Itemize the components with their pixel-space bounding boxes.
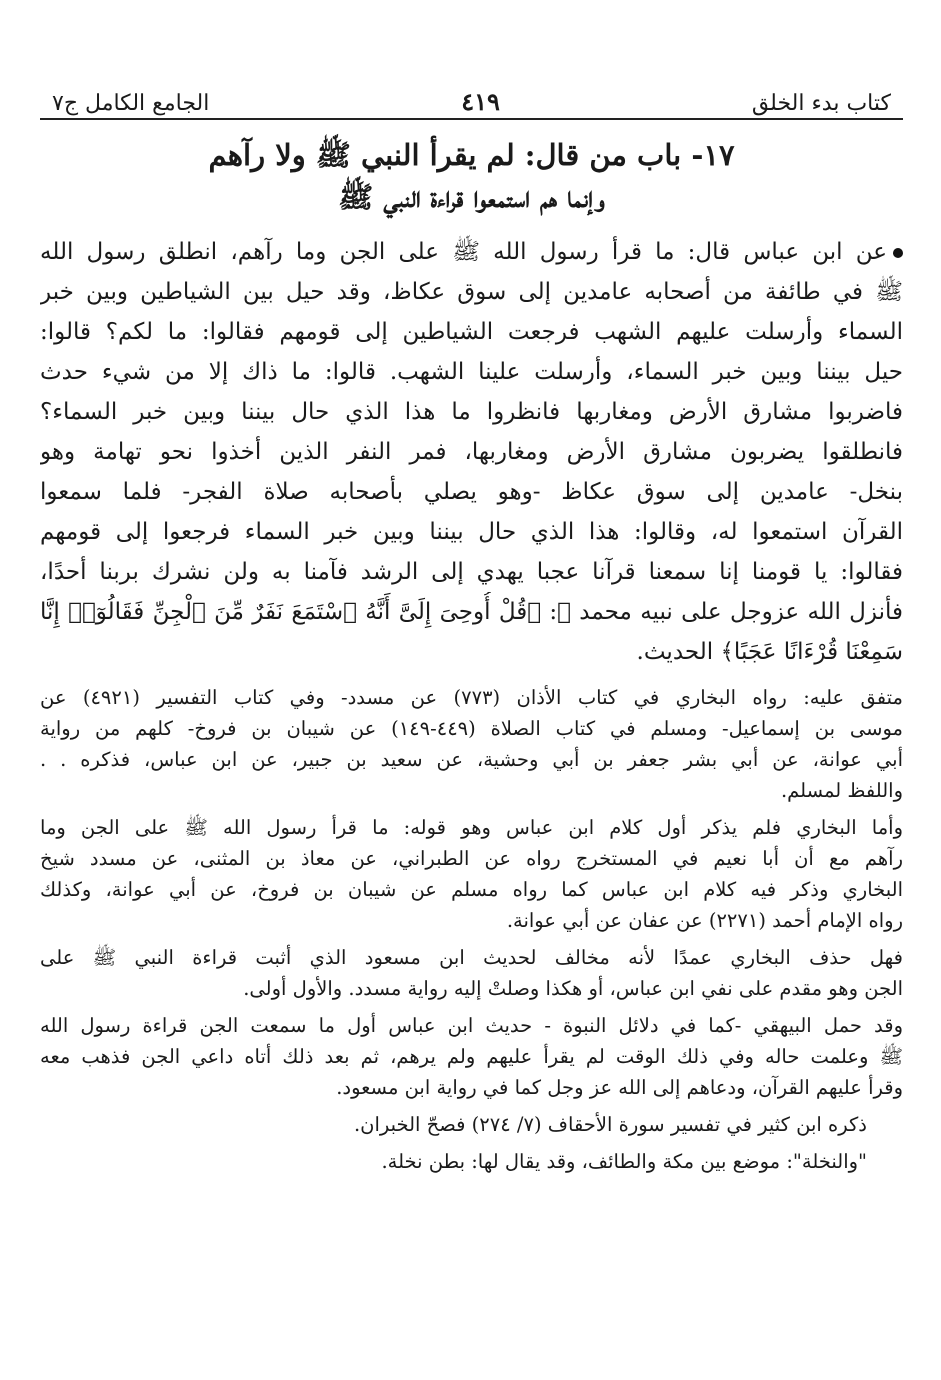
hadith-line: القرآن استمعوا له، وقالوا: هذا الذي حال بيننا وبين خبر السماء فرجعوا إلى قومهم <box>40 519 903 545</box>
commentary-line: ذكره ابن كثير في تفسير سورة الأحقاف (٧/ ٢٧٤) فصحّ الخبران. <box>353 1113 867 1136</box>
commentary <box>40 682 903 1177</box>
commentary-paragraph <box>40 812 903 936</box>
hadith-line: فاضربوا مشارق الأرض ومغاربها فانظروا ما هذا الذي حال بيننا وبين خبر السماء؟ <box>40 399 903 425</box>
commentary-paragraph <box>40 1146 903 1177</box>
commentary-line: رواه الإمام أحمد (٢٢٧١) عن عفان عن أبي عوانة. <box>506 909 903 932</box>
commentary-paragraph <box>40 942 903 1004</box>
commentary-line: وقرأ عليهم القرآن، ودعاهم إلى الله عز وجل كما في رواية ابن مسعود. <box>336 1076 903 1099</box>
hadith-line: حيل بيننا وبين خبر السماء، وأرسلت علينا الشهب. قالوا: ما ذاك إلا من شيء حدث <box>40 359 903 385</box>
page-number: ٤١٩ <box>461 87 500 116</box>
hadith-line: السماء وأرسلت عليهم الشهب فرجعت الشياطين إلى قومهم فقالوا: ما لكم؟ قالوا: <box>40 319 903 345</box>
commentary-line: فهل حذف البخاري عمدًا لأنه مخالف لحديث ابن مسعود الذي أثبت قراءة النبي ﷺ على <box>40 946 903 969</box>
commentary-paragraph <box>40 682 903 806</box>
hadith-text <box>40 232 903 672</box>
header-book-title: الجامع الكامل ج٧ <box>52 91 210 116</box>
running-header <box>40 60 903 116</box>
commentary-line: وأما البخاري فلم يذكر أول كلام ابن عباس وهو قوله: ما قرأ رسول الله ﷺ على الجن وما <box>40 816 903 839</box>
commentary-line: واللفظ لمسلم. <box>780 779 903 802</box>
hadith-line: فقالوا: يا قومنا إنا سمعنا قرآنا عجبا يهدي إلى الرشد فآمنا به ولن نشرك بربنا أحدًا، <box>40 559 903 585</box>
hadith-line: سَمِعْنَا قُرْءَانًا عَجَبًا﴾ الحديث. <box>636 639 903 665</box>
commentary-line: البخاري وذكر فيه كلام ابن عباس كما رواه مسلم عن شيبان بن فروخ، عن أبي عوانة، وكذلك <box>40 878 903 901</box>
commentary-line: أبي عوانة، عن أبي بشر جعفر بن أبي وحشية، عن سعيد بن جبير، عن ابن عباس، فذكره . . <box>40 748 903 771</box>
hadith-line: فأنزل الله عزوجل على نبيه محمد ﷺ: ﴿قُلْ أُوحِىَ إِلَىَّ أَنَّهُ ٱسْتَمَعَ نَفَرٌ مِّنَ ٱلْجِنِّ فَقَالُوٓا۟ إِنَّا <box>40 599 903 625</box>
chapter-heading-line1: ١٧- باب من قال: لم يقرأ النبي ﷺ ولا رآهم <box>208 138 735 172</box>
commentary-paragraph <box>40 1109 903 1140</box>
commentary-line: موسى بن إسماعيل- ومسلم في كتاب الصلاة (٤٤٩-١٤٩) عن شيبان بن فروخ- كلهم من رواية <box>40 717 903 740</box>
header-section-title: كتاب بدء الخلق <box>751 91 891 116</box>
commentary-line: ﷺ وعلمت حاله وفي ذلك الوقت لم يقرأ عليهم ولم يرهم، ثم بعد ذلك أتاه داعي الجن فذهب معه <box>40 1045 903 1068</box>
hadith-line: فانطلقوا يضربون مشارق الأرض ومغاربها، فمر النفر الذين أخذوا نحو تهامة وهو <box>40 439 903 465</box>
commentary-line: الجن وهو مقدم على نفي ابن عباس، أو هكذا وصلتْ إليه رواية مسدد. والأول أولى. <box>243 977 903 1000</box>
commentary-paragraph <box>40 1010 903 1103</box>
hadith-line: عن ابن عباس قال: ما قرأ رسول الله ﷺ على الجن وما رآهم، انطلق رسول الله <box>40 232 903 272</box>
hadith-line: ﷺ في طائفة من أصحابه عامدين إلى سوق عكاظ، وقد حيل بين الشياطين وبين خبر <box>40 279 903 305</box>
commentary-line: متفق عليه: رواه البخاري في كتاب الأذان (٧٧٣) عن مسدد- وفي كتاب التفسير (٤٩٢١) عن <box>40 686 903 709</box>
header-rule <box>40 118 903 120</box>
chapter-heading <box>40 134 903 218</box>
commentary-line: "والنخلة": موضع بين مكة والطائف، وقد يقال لها: بطن نخلة. <box>381 1150 867 1173</box>
chapter-heading-line2: وإنما هم استمعوا قراءة النبي ﷺ <box>338 180 605 214</box>
commentary-line: رآهم مع أن أبا نعيم في المستخرج رواه عن الطبراني، عن معاذ بن المثنى، عن مسدد شيخ <box>40 847 903 870</box>
hadith-line: بنخل- عامدين إلى سوق عكاظ -وهو يصلي بأصحابه صلاة الفجر- فلما سمعوا <box>40 479 903 505</box>
bullet-icon <box>893 248 903 258</box>
commentary-line: وقد حمل البيهقي -كما في دلائل النبوة - حديث ابن عباس أول ما سمعت الجن قراءة رسول الله <box>40 1014 903 1037</box>
